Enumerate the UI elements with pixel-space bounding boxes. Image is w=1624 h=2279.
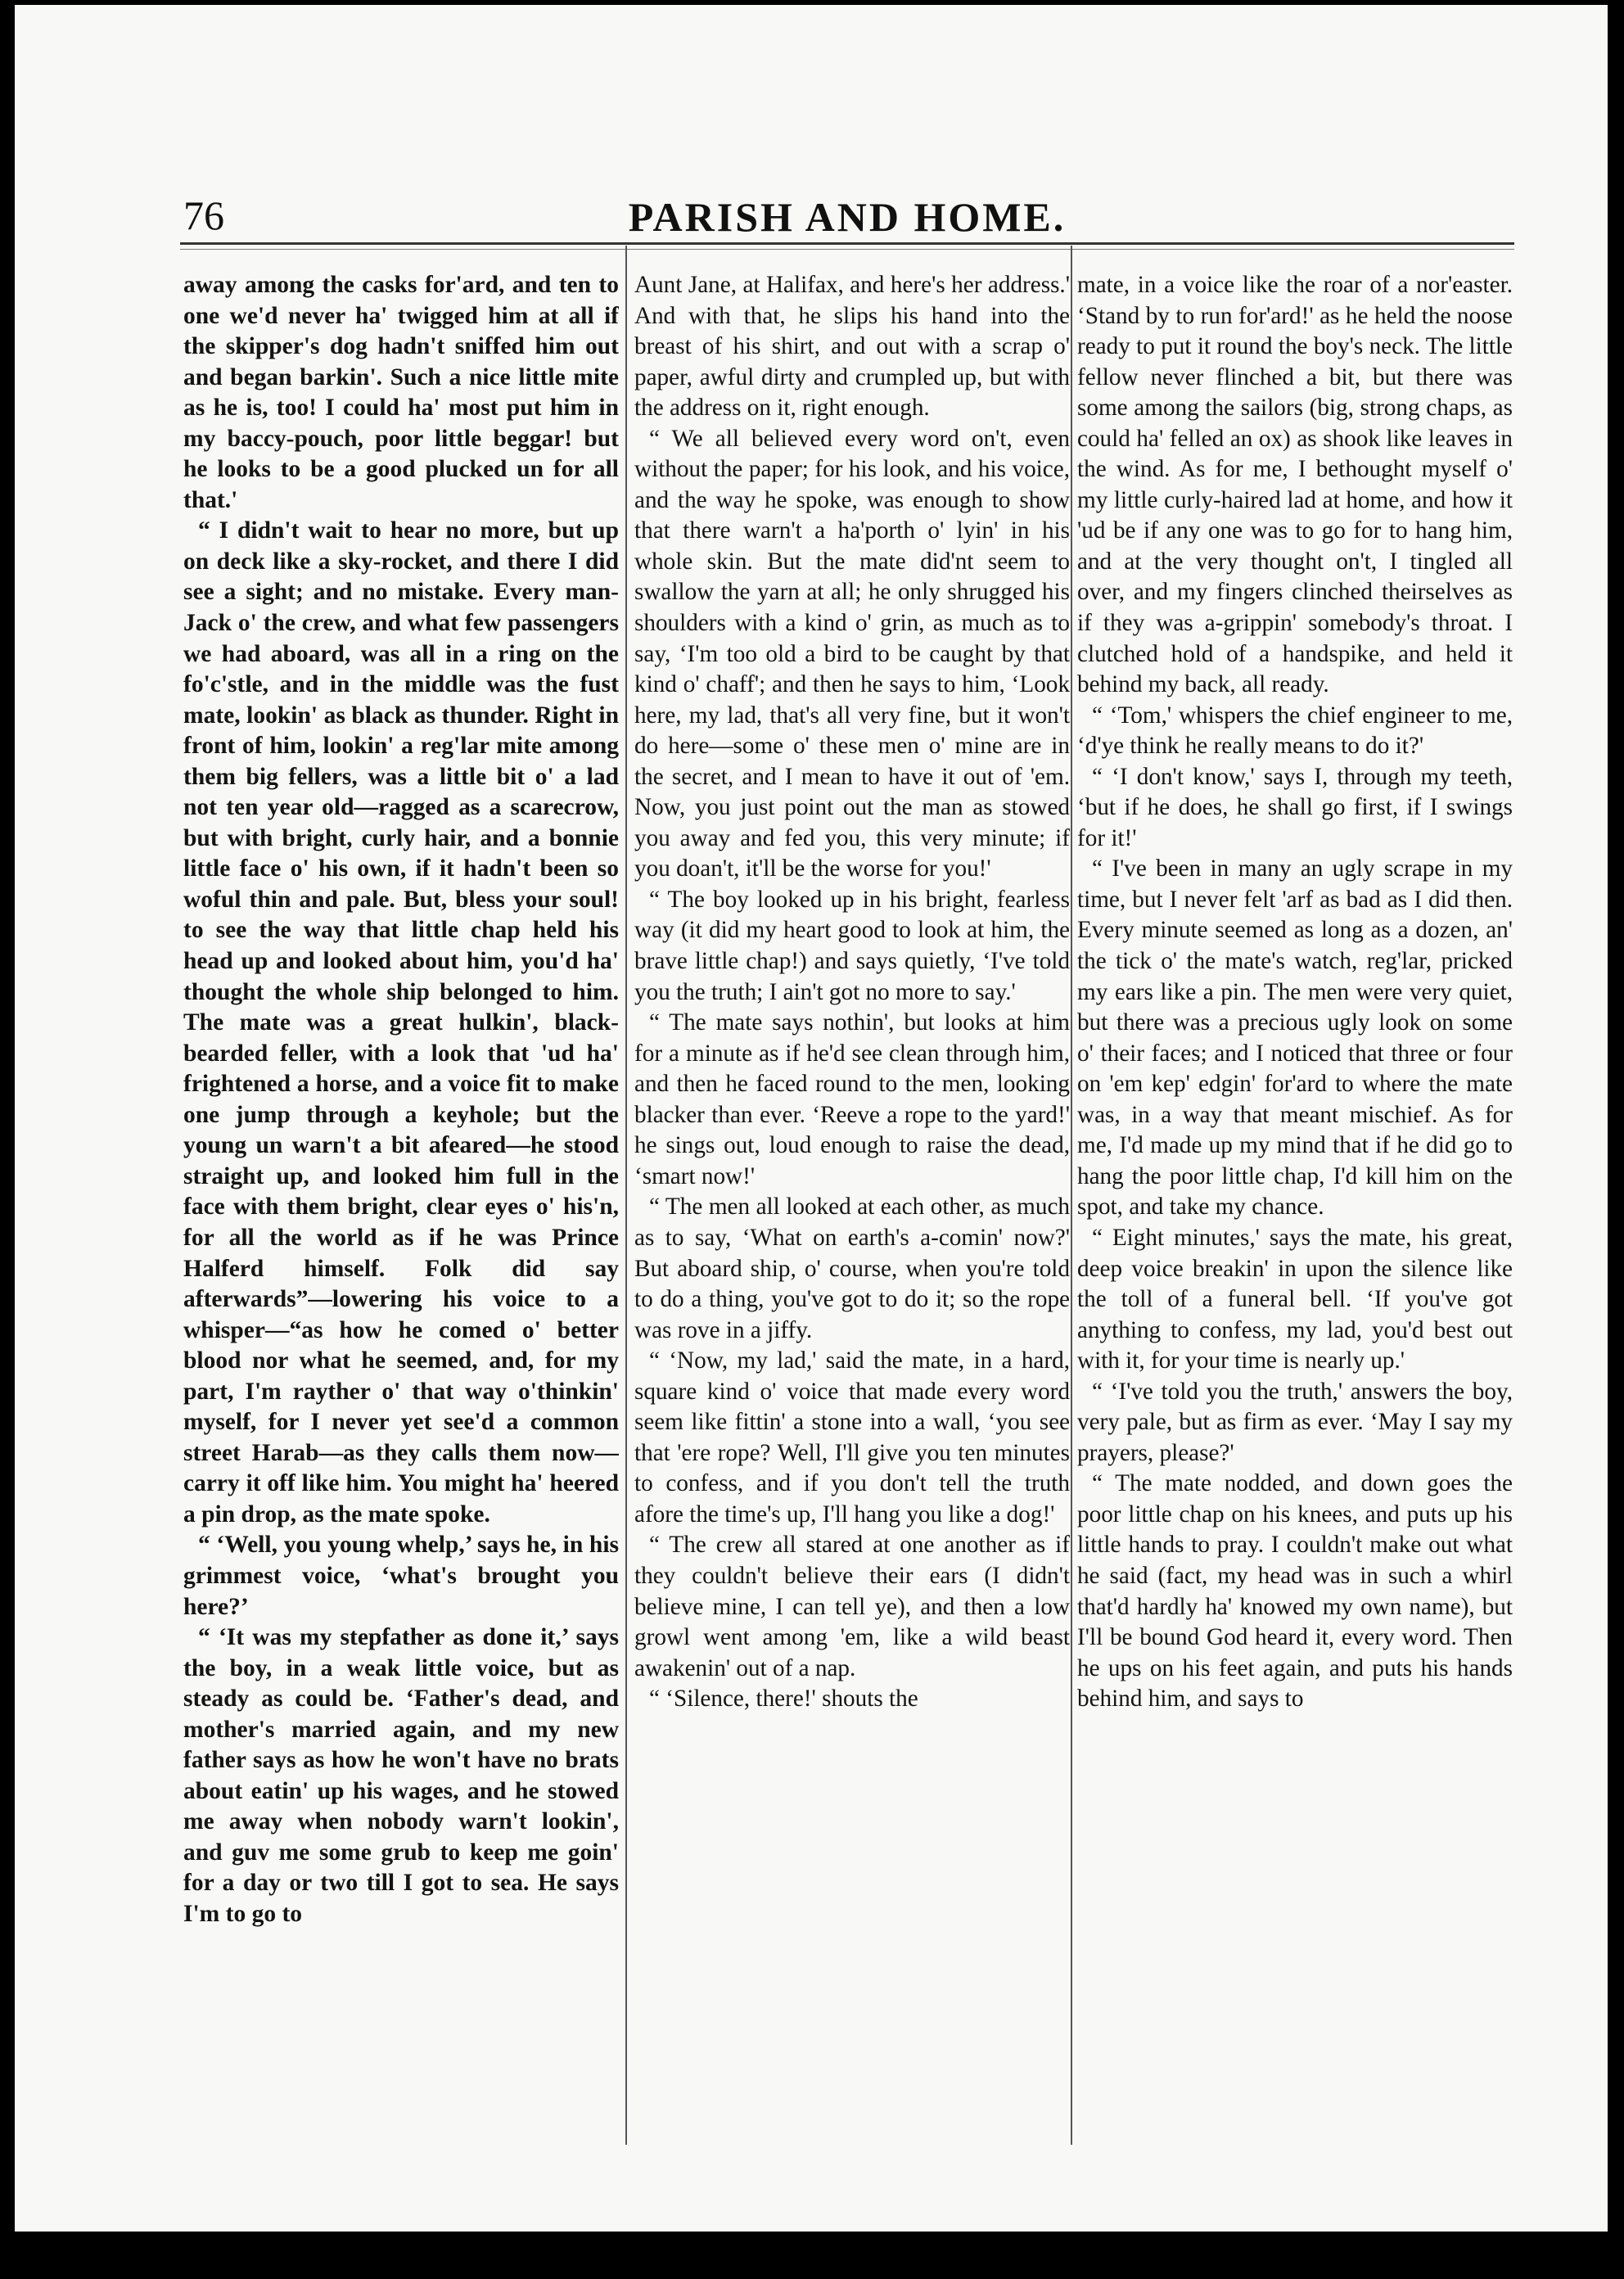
- paragraph: “ The mate says nothin', but looks at him for a minute as if he'd see clean through him, and then he faced round to the men, looking blacker than ever. ‘Reeve a rope to the yard!' he sings out, loud enough to raise the dead, ‘smart now!': [634, 1009, 1070, 1189]
- page-title: PARISH AND HOME.: [628, 194, 1067, 240]
- paragraph: mate, in a voice like the roar of a nor'easter. ‘Stand by to run for'ard!' as he held the noose ready to put it round the boy's neck. The little fellow never flinched a bit, but there was some among the sailors (big, strong chaps, as could ha' felled an ox) as shook like leaves in the wind. As for me, I bethought myself o' my little curly-haired lad at home, and how it 'ud be if any one was to go for to hang him, and at the very thought on't, I tingled all over, and my fingers clinched theirselves as if they was a-grippin' somebody's throat. I clutched hold of a handspike, and held it behind my back, all ready.: [1077, 272, 1513, 698]
- header-rule-thin: [180, 249, 1514, 250]
- paragraph: away among the casks for'ard, and ten to one we'd never ha' twigged him at all if the skipper's dog hadn't sniffed him out and began barkin'. Such a nice little mite as he is, too! I could ha' most put him in my baccy-pouch, poor little beggar! but he looks to be a good plucked un for all that.': [183, 272, 619, 513]
- paragraph: “ ‘I've told you the truth,' answers the boy, very pale, but as firm as ever. ‘May I say my prayers, please?': [1077, 1378, 1513, 1466]
- paragraph: “ ‘Well, you young whelp,’ says he, in his grimmest voice, ‘what's brought you here?’: [183, 1532, 619, 1620]
- paragraph: Aunt Jane, at Halifax, and here's her address.' And with that, he slips his hand into the breast of his shirt, and out with a scrap o' paper, awful dirty and crumpled up, but with the address on it, right enough.: [634, 272, 1070, 422]
- paragraph: “ The men all looked at each other, as much as to say, ‘What on earth's a-comin' now?' But aboard ship, o' course, when you're told to do a thing, you've got to do it; so the rope was rove in a jiffy.: [634, 1194, 1070, 1343]
- paragraph: “ ‘Tom,' whispers the chief engineer to me, ‘d'ye think he really means to do it?': [1077, 702, 1513, 760]
- page-number: 76: [183, 192, 224, 238]
- text-column-3: [1077, 270, 1513, 2145]
- paragraph: “ ‘Now, my lad,' said the mate, in a hard, square kind o' voice that made every word seem like fittin' a stone into a wall, ‘you see that 'ere rope? Well, I'll give you ten minutes to confess, and if you don't tell the truth afore the time's up, I'll hang you like a dog!': [634, 1347, 1070, 1528]
- text-column-1: [183, 270, 619, 2145]
- paragraph: “ I've been in many an ugly scrape in my time, but I never felt 'arf as bad as I did then. Every minute seemed as long as a dozen, an' the tick o' the mate's watch, reg'lar, pricked my ears like a pin. The men were very quiet, but there was a precious ugly look on some o' their faces; and I noticed that three or four on 'em kep' edgin' for'ard to where the mate was, in a way that meant mischief. As for me, I'd made up my mind that if he did go to hang the poor little chap, I'd kill him on the spot, and take my chance.: [1077, 855, 1513, 1221]
- paragraph: “ The boy looked up in his bright, fearless way (it did my heart good to look at him, the brave little chap!) and says quietly, ‘I've told you the truth; I ain't got no more to say.': [634, 886, 1070, 1005]
- text-column-2: [634, 270, 1070, 2145]
- paragraph: “ ‘It was my stepfather as done it,’ says the boy, in a weak little voice, but as steady as could be. ‘Father's dead, and mother's married again, and my new father says as how he won't have no brats about eatin' up his wages, and he stowed me away when nobody warn't lookin', and guv me some grub to keep me goin' for a day or two till I got to sea. He says I'm to go to: [183, 1624, 619, 1927]
- paragraph: “ I didn't wait to hear no more, but up on deck like a sky-rocket, and there I did see a sight; and no mistake. Every man-Jack o' the crew, and what few passengers we had aboard, was all in a ring on the fo'c'stle, and in the middle was the fust mate, lookin' as black as thunder. Right in front of him, lookin' a reg'lar mite among them big fellers, was a little bit o' a lad not ten year old—ragged as a scarecrow, but with bright, curly hair, and a bonnie little face o' his own, if it hadn't been so woful thin and pale. But, bless your soul! to see the way that little chap held his head up and looked about him, you'd ha' thought the whole ship belonged to him. The mate was a great hulkin', black-bearded feller, with a look that 'ud ha' frightened a horse, and a voice fit to make one jump through a keyhole; but the young un warn't a bit afeared—he stood straight up, and looked him full in the face with them bright, clear eyes o' his'n, for all the world as if he was Prince Halferd himself. Folk did say afterwards”—lowering his voice to a whisper—“as how he comed o' better blood nor what he seemed, and, for my part, I'm rayther o' that way o'thinkin' myself, for I never yet see'd a common street Harab—as they calls them now—carry it off like him. You might ha' heered a pin drop, as the mate spoke.: [183, 517, 619, 1528]
- text-columns: [183, 270, 1518, 2145]
- paragraph: “ We all believed every word on't, even without the paper; for his look, and his voice, and the way he spoke, was enough to show that there warn't a ha'porth o' lyin' in his whole skin. But the mate did'nt seem to swallow the yarn at all; he only shrugged his shoulders with a kind o' grin, as much as to say, ‘I'm too old a bird to be caught by that kind o' chaff'; and then he says to him, ‘Look here, my lad, that's all very fine, but it won't do here—some o' these men o' mine are in the secret, and I mean to have it out of 'em. Now, you just point out the man as stowed you away and fed you, this very minute; if you doan't, it'll be the worse for you!': [634, 425, 1070, 882]
- paragraph: “ ‘I don't know,' says I, through my teeth, ‘but if he does, he shall go first, if I swings for it!': [1077, 763, 1513, 851]
- paragraph: “ The mate nodded, and down goes the poor little chap on his knees, and puts up his little hands to pray. I couldn't make out what he said (fact, my head was in such a whirl that'd hardly ha' knowed my own name), but I'll be bound God heard it, every word. Then he ups on his feet again, and puts his hands behind him, and says to: [1077, 1470, 1513, 1713]
- header-rule: [180, 242, 1514, 245]
- page-header: [164, 180, 1506, 246]
- paragraph: “ The crew all stared at one another as if they couldn't believe their ears (I didn't believe mine, I can tell ye), and then a low growl went among 'em, like a wild beast awakenin' out of a nap.: [634, 1532, 1070, 1681]
- paragraph: “ Eight minutes,' says the mate, his great, deep voice breakin' in upon the silence like the toll of a funeral bell. ‘If you've got anything to confess, my lad, you'd best out with it, for your time is nearly up.': [1077, 1224, 1513, 1374]
- paragraph: “ ‘Silence, there!' shouts the: [649, 1686, 918, 1713]
